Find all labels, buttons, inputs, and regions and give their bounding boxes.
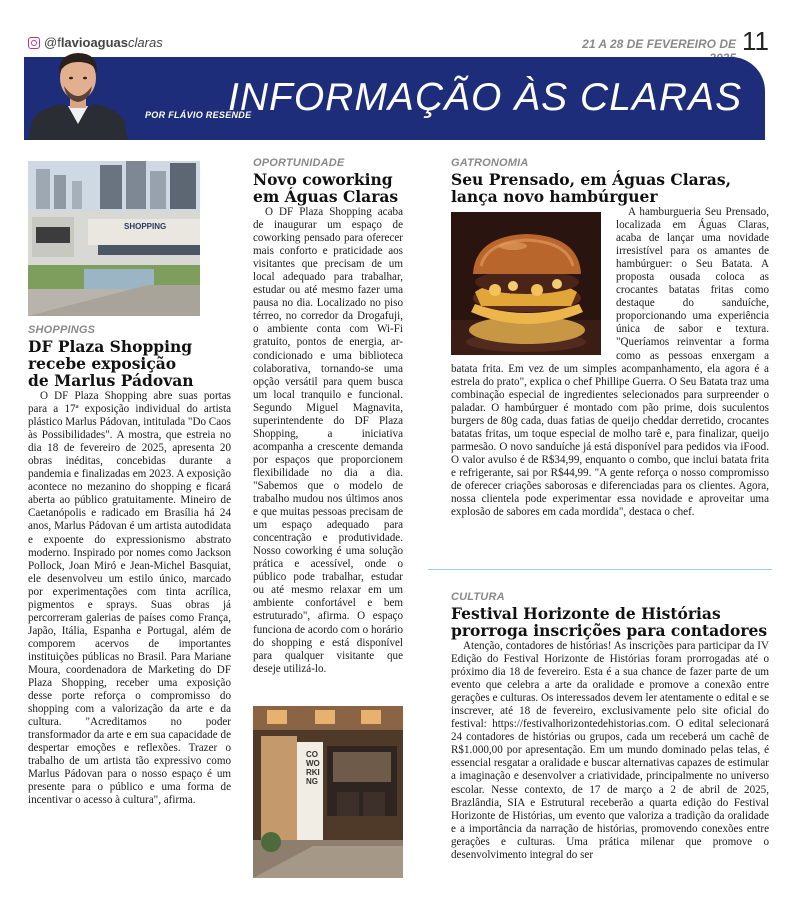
burger-photo-spacer (451, 206, 616, 353)
gastronomia-headline: Seu Prensado, em Águas Claras, lança novo hambúrguer (451, 170, 731, 206)
issue-date: 21 A 28 DE FEVEREIRO DE (582, 37, 736, 51)
shopping-kicker: SHOPPINGS (28, 324, 96, 336)
cultura-headline: Festival Horizonte de Histórias prorroga inscrições para contadores (451, 604, 768, 640)
gastronomia-kicker: GATRONOMIA (451, 157, 529, 169)
cultura-body: Atenção, contadores de histórias! As inscrições para participar da IV Edição do Festival Horizonte de Histórias foram prorrogadas até o próximo dia 18 de fevereiro. Esta é a sua chance de fazer parte de um evento que celebra a arte da oralidade e promove a conexão entre gerações e culturas. Os interessados devem ler atentamente o edital e se inscrever, até 18 de fevereiro, exclusivamente pelo site oficial do festival: https://festivalhorizontedehistorias.com. O edital selecionará 24 contadores de histórias ou grupos, cada um receberá um cachê de R$1.000,00 por apresentação. Em um mundo dominado pelas telas, é essencial resgatar a oralidade e buscar alternativas capazes de estimular a imaginação e desenvolver a criatividade, principalmente no universo escolar. Nesse contexto, de 17 de março a 2 de abril de 2025, Brazlândia, SIA e Estrutural receberão a quarta edição do Festival Horizonte de Histórias, um evento que valoriza a tradição da oralidade e a importância da narração de histórias, promovendo conexões entre gerações e culturas. Uma prática milenar que promove o desenvolvimento integral do ser (451, 640, 769, 861)
shopping-body: O DF Plaza Shopping abre suas portas para a 17ª exposição individual do artista plástico Marlus Pádovan, intitulada "Do Caos às Possibilidades". A mostra, que estreia no dia 18 de fevereiro de 2025, apresenta 20 obras inéditas, concebidas durante a pandemia e finalizadas em 2023. A exposição acontece no mezanino do shopping e ficará aberta ao público gratuitamente. Mineiro de Caetanópolis e radicado em Brasília há 24 anos, Marlus Pádovan é um artista autodidata e expoente do expressionismo abstrato moderno. Inspirado por nomes como Jackson Pollock, Joan Miró e Jean-Michel Basquiat, ele desenvolveu um estilo único, marcado por experimentações com tinta acrílica, pigmentos e sprays. Suas obras já percorreram galerias de países como França, Japão, Itália, Espanha e Portugal, além de comporem acervos de importantes instituições públicas no Brasil. Para Mariane Moura, coordenadora de Marketing do DF Plaza Shopping, receber uma exposição desse porte reforça o compromisso do shopping com a valorização da arte e da cultura. "Acreditamos no poder transformador da arte e em sua capacidade de despertar emoções e reflexões. Trazer o trabalho de um artista tão expressivo como Marlus Pádovan para o nosso espaço é um presente para o público e uma forma de incentivar o acesso à cultura", afirma. (28, 390, 231, 807)
cultura-kicker: CULTURA (451, 591, 505, 603)
shopping-sign: SHOPPING (124, 222, 167, 231)
coworking-photo (253, 706, 403, 878)
columnist-photo (28, 40, 128, 140)
coworking-headline: Novo coworking em Águas Claras (253, 170, 399, 206)
page-number: 11 (742, 26, 769, 56)
gastronomia-body: A hamburgueria Seu Prensado, localizada em Águas Claras, acaba de lançar uma novidade irresistível para os amantes de hambúrguer: o Seu Batata. A proposta ousada coloca as crocantes batatas fritas como destaque do sanduíche, proporcionando uma experiência única de sabor e textura. "Queríamos reinventar a forma como as pessoas enxergam a batata frita. Em vez de um simples acompanhamento, ela agora é a estrela do prato", explica o chef Phillipe Guerra. O Seu Batata traz uma combinação especial de ingredientes selecionados para surpreender o paladar. O hambúrguer é montado com pão prime, dois suculentos burgers de 80g cada, duas fatias de queijo cheddar derretido, crocantes batatas fritas, um toque especial de molho tarê e, para finalizar, queijo parmesão. O novo sanduíche já está disponível para pedidos via iFood. O valor avulso é de R$34,99, enquanto o combo, que inclui batata frita e refrigerante, sai por R$44,99. "A gente reforça o nosso compromisso de oferecer criações saborosas e diferenciadas para os clientes. Agora, nossa clientela pode experimentar essa novidade e aproveitar uma explosão de sabores em cada mordida", destaca o chef. (451, 206, 769, 519)
coworking-kicker: OPORTUNIDADE (253, 157, 345, 169)
coworking-sign: COWORKING (306, 750, 320, 786)
coworking-body: O DF Plaza Shopping acaba de inaugurar um espaço de coworking pensado para oferecer mais conforto e praticidade aos visitantes que precisam de um local adequado para trabalhar, estudar ou até mesmo fazer uma pausa no dia. Localizado no piso térreo, no corredor da Drogafuji, o ambiente conta com Wi-Fi gratuito, pontos de energia, ar-condicionado e uma biblioteca colaborativa, tornando-se uma opção versátil para quem busca um local tranquilo e funcional. Segundo Miguel Magnavita, superintendente do DF Plaza Shopping, a iniciativa acompanha a crescente demanda por espaços que proporcionem flexibilidade no dia a dia. "Sabemos que o modelo de trabalho mudou nos últimos anos e que muitas pessoas precisam de um espaço adequado para concentração e produtividade. Nosso coworking é uma solução prática e acessível, onde o público pode trabalhar, estudar ou até mesmo relaxar em um ambiente confortável e bem estruturado", afirma. O espaço funciona de acordo com o horário do shopping e está disponível para qualquer visitante que deseje utilizá-lo. (253, 206, 404, 675)
section-divider (428, 569, 772, 570)
shopping-photo (28, 161, 200, 316)
shopping-headline: DF Plaza Shopping recebe exposição de Marlus Pádovan (28, 337, 194, 390)
instagram-handle: @flavioaguasclaras (44, 35, 163, 50)
column-title: INFORMAÇÃO ÀS CLARAS (228, 76, 743, 119)
byline: POR FLÁVIO RESENDE (145, 110, 252, 120)
